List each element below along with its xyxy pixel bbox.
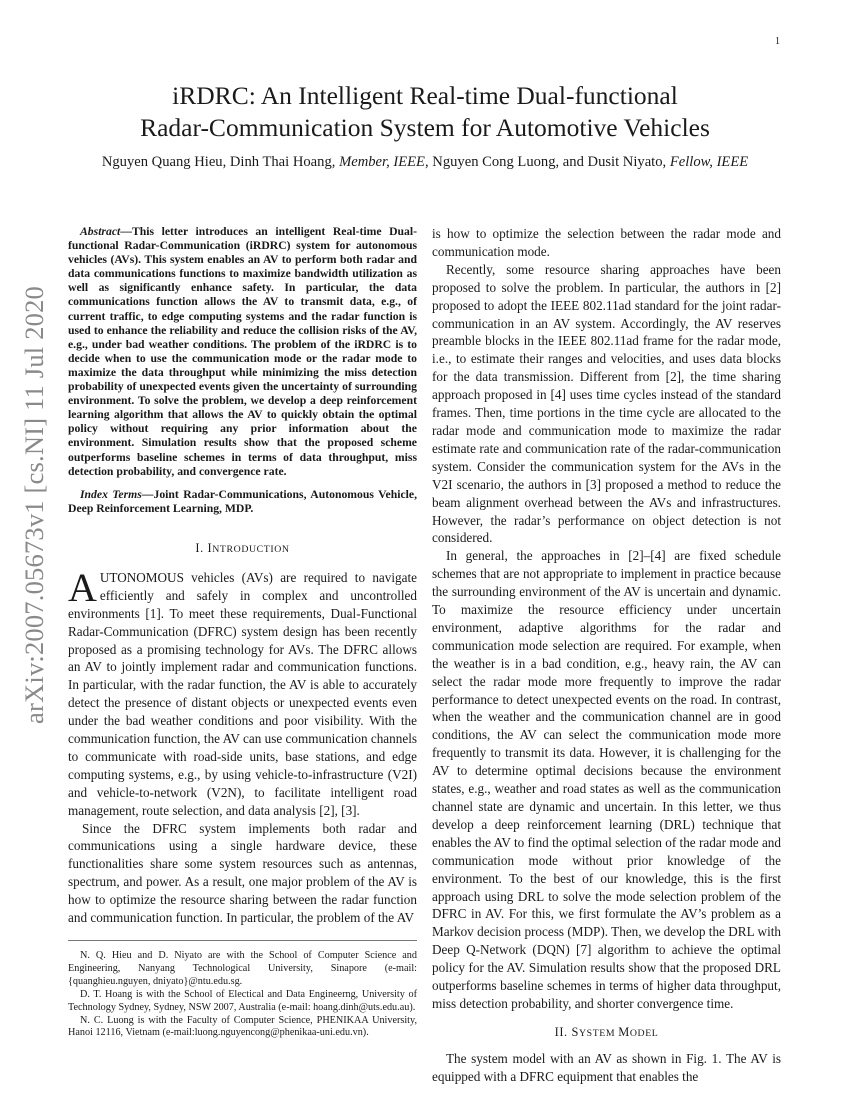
index-terms-label: Index Terms [80, 487, 142, 501]
author-names-2: , Nguyen Cong Luong, and Dusit Niyato, [424, 154, 670, 170]
author-title-1: Member, IEEE [339, 154, 425, 170]
author-title-2: Fellow, IEEE [669, 154, 749, 170]
footnote-2: D. T. Hoang is with the School of Electical and Data Engineerng, University of Technology Sydney, Sydney, NSW 2007, Australia (e-mail: hoang.dinh@uts.edu.au). [68, 988, 417, 1013]
author-list [40, 153, 810, 171]
abstract-text: —This letter introduces an intelligent Real-time Dual-functional Radar-Communication (iRDRC) system for autonomous vehicles (AVs). This system enables an AV to perform both radar and data communications functions to maximize bandwidth utilization as well as significantly enhance safety. In particular, the data communications function allows the AV to transmit data, e.g., of current traffic, to edge computing systems and the radar function is used to enhance the reliability and reduce the collision risks of the AV, e.g., under bad weather conditions. The problem of the iRDRC is to decide when to use the communication mode or the radar mode to maximize the data throughput while minimizing the miss detection probability of unexpected events given the uncertainty of surrounding environment. To solve the problem, we develop a deep reinforcement learning algorithm that allows the AV to quickly obtain the optimal policy without requiring any prior information about the environment. Simulation results show that the proposed scheme outperforms baseline schemes in terms of data throughput, miss detection probability, and convergence rate. [68, 225, 417, 478]
section-initial: M [618, 1024, 630, 1039]
section-initial: I [207, 540, 213, 555]
paper-title [70, 80, 780, 144]
title-line-1: iRDRC: An Intelligent Real-time Dual-functional [172, 81, 678, 110]
section-rest: NTRODUCTION [212, 543, 290, 555]
page-number: 1 [775, 36, 780, 47]
abstract-label: Abstract [80, 225, 121, 238]
section-initial: S [571, 1024, 579, 1039]
drop-cap: A [68, 564, 97, 610]
section-heading-introduction [68, 541, 417, 557]
right-paragraph-4: The system model with an AV as shown in Fig. 1. The AV is equipped with a DFRC equipment that enables the [432, 1050, 781, 1084]
footnote-1: N. Q. Hieu and D. Niyato are with the School of Computer Science and Engineering, Nanyang Technological University, Sinapore (e-mail: {quanghieu.nguyen, dniyato}@ntu.edu.sg. [68, 950, 417, 987]
arxiv-identifier [4, 286, 64, 724]
section-heading-system-model [432, 1025, 781, 1041]
intro-paragraph-2: Since the DFRC system implements both radar and communications using a single hardware device, these functionalities share some system resources such as antennas, spectrum, and power. As a result, one major problem of the AV is how to optimize the resource sharing between the radar function and communication function. In particular, the problem of the AV [68, 820, 417, 926]
index-terms-text: —Joint Radar-Communications, Autonomous Vehicle, Deep Reinforcement Learning, MDP. [68, 487, 417, 515]
title-line-2: Radar-Communication System for Automotive Vehicles [140, 113, 710, 142]
index-terms [68, 488, 417, 516]
section-rest: ODEL [629, 1027, 659, 1039]
section-number: I. [195, 540, 208, 555]
arxiv-identifier-text: arXiv:2007.05673v1 [cs.NI] 11 Jul 2020 [18, 286, 49, 724]
right-paragraph-3: In general, the approaches in [2]–[4] are fixed schedule schemes that are not appropriate to implement in practice because the surrounding environment of the AV is uncertain and dynamic. To maximize the resource efficiency under uncertain environment, adaptive algorithms for the radar and communication mode selection are required. For example, when the weather is in a bad condition, e.g., heavy rain, the AV can select the radar mode more frequently to improve the radar performance to detect unexpected events on the road. In contrast, when the weather and the communication channel are in good conditions, the AV can select the communication mode more frequently to transmit its data. However, it is challenging for the AV to determine optimal decisions because the environment states, e.g., weather and road states as well as the communication channel state are dynamic and uncertain. In this letter, we thus develop a deep reinforcement learning (DRL) technique that enables the AV to find the optimal selection of the radar mode and communication mode without prior knowledge of the environment. To the best of our knowledge, this is the first approach using DRL to solve the mode selection problem of the DFRC in AV. For this, we first formulate the AV’s problem as a Markov decision process (MDP). Then, we develop the DRL with Deep Q-Network (DQN) [7] algorithm to achieve the optimal policy for the AV. Simulation results show that the proposed DRL outperforms baseline schemes in terms of higher data throughput, miss detection probability, and shorter convergence time. [432, 548, 781, 1011]
right-column [432, 225, 781, 1086]
intro-paragraph-1 [68, 564, 417, 820]
section-rest: YSTEM [578, 1027, 619, 1039]
footnote-rule [68, 940, 417, 941]
right-paragraph-1: is how to optimize the selection between the radar mode and communication mode. [432, 226, 781, 259]
footnote-3: N. C. Luong is with the Faculty of Computer Science, PHENIKAA University, Hanoi 12116, Vietnam (e-mail:luong.nguyencong@phenikaa-uni.edu.vn). [68, 1014, 417, 1039]
abstract [68, 225, 417, 479]
intro-paragraph-1-text: UTONOMOUS vehicles (AVs) are required to navigate efficiently and safely in complex and uncontrolled environments [1]. To meet these requirements, Dual-Functional Radar-Communication (DFRC) system design has been recently proposed as a promising technology for AVs. The DFRC allows an AV to jointly implement radar and communication functions. In particular, with the radar function, the AV is able to accurately detect the presence of distant objects or unexpected events even under the bad weather conditions and poor visibility. With the communication function, the AV can use communication channels to communicate with road-side units, base stations, and edge computing systems, e.g., by using vehicle-to-infrastructure (V2I) and vehicle-to-network (V2N), to facilitate intelligent road management, route selection, and data analysis [2], [3]. [68, 569, 417, 818]
right-paragraph-2: Recently, some resource sharing approaches have been proposed to solve the problem. In particular, the authors in [2] proposed to adopt the IEEE 802.11ad standard for the joint radar-communication in an AV system. Accordingly, the AV reserves preamble blocks in the IEEE 802.11ad frame for the radar mode, i.e., to estimate their ranges and velocities, and uses data blocks for the data transmission. Different from [2], the time sharing approach proposed in [4] uses time cycles instead of the standard frames. Then, time portions in the time cycle are allocated to the radar mode and communication mode to maximize the radar estimate rate and communication rate of the radar-communication system. Consider the communication system for the AVs in the V2I scenario, the authors in [3] proposed a method to reduce the beam alignment overhead between the AVs and infrastructures. However, the radar’s performance on object detection is not considered. [432, 261, 781, 546]
section-number: II. [554, 1024, 572, 1039]
author-names-1: Nguyen Quang Hieu, Dinh Thai Hoang, [101, 154, 340, 170]
left-column [68, 225, 417, 1040]
